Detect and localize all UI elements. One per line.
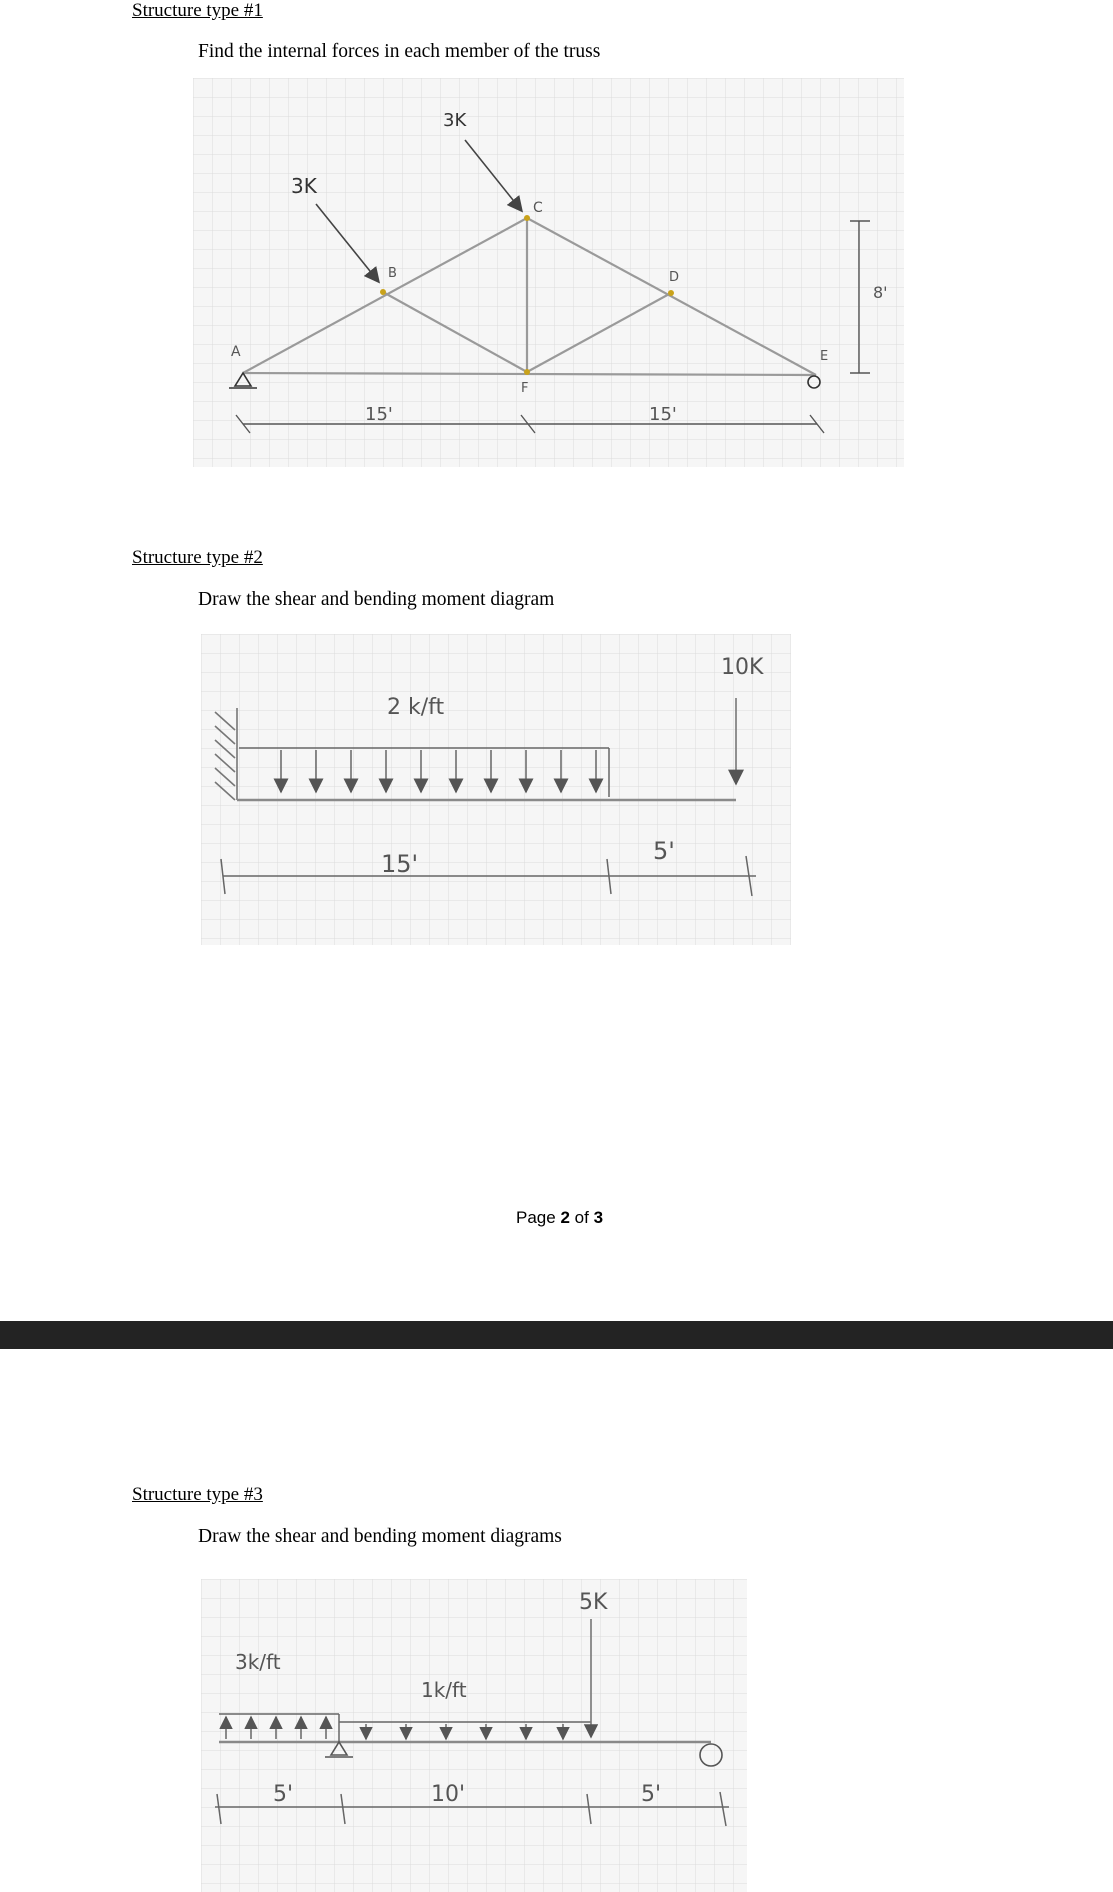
structure-type-2-heading: Structure type #2 — [132, 547, 263, 568]
structure-type-1-instruction: Find the internal forces in each member of the truss — [198, 41, 601, 62]
joint-e-label: E — [820, 349, 829, 364]
cantilever-dim-left: 15' — [381, 850, 419, 878]
document-page-3 — [0, 1349, 1113, 1892]
cantilever-distributed-load-label: 2 k/ft — [387, 695, 445, 720]
overhang-point-load-label: 5K — [579, 1590, 608, 1615]
structure-type-3-heading: Structure type #3 — [132, 1484, 263, 1505]
truss-dim-right: 15' — [649, 404, 677, 425]
overhang-right-load-label: 1k/ft — [421, 1678, 467, 1702]
cantilever-point-load-label: 10K — [721, 655, 764, 680]
overhang-dim-2: 10' — [431, 1782, 466, 1807]
joint-c-label: C — [533, 200, 543, 216]
joint-a-label: A — [231, 344, 241, 360]
cantilever-dim-right: 5' — [653, 837, 675, 865]
overhang-beam-figure — [201, 1579, 747, 1892]
truss-load-b-label: 3K — [291, 174, 317, 198]
structure-type-1-heading: Structure type #1 — [132, 0, 263, 21]
overhang-left-load-label: 3k/ft — [235, 1650, 281, 1674]
truss-dim-height: 8' — [873, 283, 888, 302]
structure-type-2-instruction: Draw the shear and bending moment diagram — [198, 589, 555, 610]
overhang-dim-1: 5' — [273, 1782, 294, 1807]
truss-figure — [193, 78, 904, 467]
truss-load-c-label: 3K — [443, 110, 467, 131]
overhang-dim-3: 5' — [641, 1782, 662, 1807]
structure-type-3-instruction: Draw the shear and bending moment diagrams — [198, 1526, 562, 1547]
joint-f-label: F — [521, 381, 529, 396]
page-number-footer: Page 2 of 3 — [516, 1208, 604, 1227]
cantilever-beam-figure — [201, 634, 791, 945]
joint-d-label: D — [669, 270, 680, 285]
page-separator — [0, 1321, 1113, 1349]
truss-dim-left: 15' — [365, 404, 393, 425]
joint-b-label: B — [388, 266, 397, 281]
